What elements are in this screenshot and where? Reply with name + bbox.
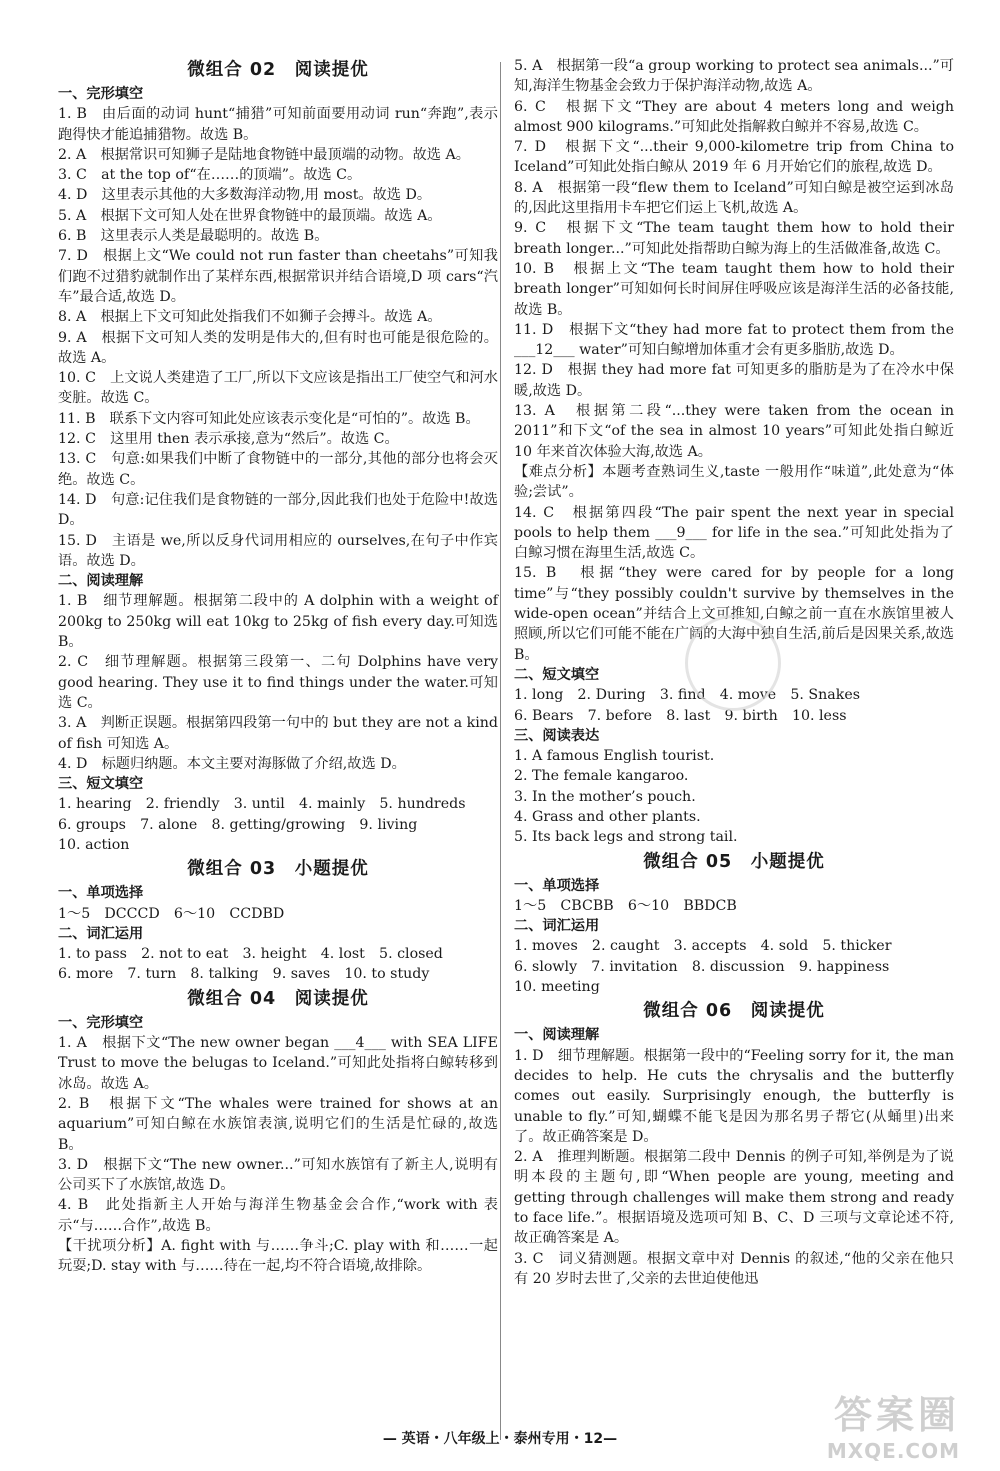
answer-item: 15. D 主语是 we,所以反身代词用相应的 ourselves,在句子中作宾语。故选 D。	[58, 532, 498, 569]
answer-row: 1. moves 2. caught 3. accepts 4. sold 5. thicker	[514, 938, 892, 955]
answer-row: 6. more 7. turn 8. talking 9. saves 10. to study	[58, 966, 430, 983]
answer-item: 12. D 根据 they had more fat 可知更多的脂肪是为了在冷水中保暖,故选 D。	[514, 362, 954, 399]
answer-item: 7. D 根据上文“We could not run faster than cheetahs”可知我们跑不过猎豹就制作出了某样东西,根据常识并结合语境,D 项 cars“汽车”最合适,故选 D。	[58, 248, 498, 305]
answer-row: 1～5 DCCCD 6～10 CCDBD	[58, 905, 285, 922]
answer-item: 4. D 这里表示其他的大多数海洋动物,用 most。故选 D。	[58, 187, 432, 204]
answer-item: 2. B 根据下文“The whales were trained for shows at an aquarium”可知白鲸在水族馆表演,说明它们的生活是忙碌的,故选 B。	[58, 1095, 498, 1153]
answer-item: 6. C 根据下文“They are about 4 meters long and weigh almost 900 kilograms.”可知此处指解救白鲸并不容易,故选 C。	[514, 98, 954, 135]
answer-item: 10. B 根据上文“The team taught them how to hold their breath longer”可知如何长时间屏住呼吸应该是海洋生活的必备技能,故选 B。	[514, 260, 954, 318]
answer-item: 【干扰项分析】A. fight with 与……争斗;C. play with 和……一起玩耍;D. stay with 与……待在一起,均不符合语境,故排除。	[58, 1238, 498, 1275]
subsection-heading: 一、单项选择	[58, 885, 144, 902]
subsection-heading: 二、阅读理解	[58, 573, 144, 590]
answer-item: 13. C 句意:如果我们中断了食物链中的一部分,其他的部分也将会灭绝。故选 C。	[58, 451, 498, 488]
answer-item: 6. B 这里表示人类是最聪明的。故选 B。	[58, 228, 329, 245]
faded-stamp-seal	[685, 615, 781, 711]
page-footer: — 英语・八年级上・泰州专用・12—	[382, 1431, 618, 1447]
section-title: 微组合 02 阅读提优	[187, 60, 369, 80]
answer-row: 5. Its back legs and strong tail.	[514, 829, 738, 846]
answer-row: 10. meeting	[514, 979, 600, 996]
answer-item: 15. B 根据“they were cared for by people for a long time”与“they possibly couldn't survive by themselves in the wide-open ocean”并结合上文可推知,白鲸之前一直在水族馆里被人照顾,所以它们可能不能在广阔的大海中独自生活,前后是因果关系,故选 B。	[514, 565, 954, 663]
section-title: 微组合 06 阅读提优	[643, 1001, 825, 1022]
column-divider	[500, 62, 501, 1440]
answer-item: 14. D 句意:记住我们是食物链的一部分,因此我们也处于危险中!故选 D。	[58, 491, 498, 529]
answer-item: 11. D 根据下文“they had more fat to protect them from the ___12___ water”可知白鲸增加体重才会有更多脂肪,故选 D。	[514, 321, 954, 359]
answer-item: 3. D 根据下文“The new owner...”可知水族馆有了新主人,说明有公司买下了水族馆,故选 D。	[58, 1156, 498, 1194]
answer-row: 10. action	[58, 836, 130, 853]
subsection-heading: 一、完形填空	[58, 1014, 144, 1031]
answer-row: 4. Grass and other plants.	[514, 808, 701, 825]
subsection-heading: 一、单项选择	[514, 877, 600, 894]
answer-row: 3. In the mother’s pouch.	[514, 788, 696, 805]
answer-item: 9. C 根据下文“The team taught them how to hold their breath longer...”可知此处指帮助白鲸为海上的生活做准备,故选 C。	[514, 220, 954, 257]
answer-row: 6. groups 7. alone 8. getting/growing 9. living	[58, 816, 418, 833]
answer-item: 1. B 细节理解题。根据第二段中的 A dolphin with a weight of 200kg to 250kg will eat 10kg to 25kg of fish every day.可知选 B。	[58, 593, 498, 651]
answer-item: 2. C 细节理解题。根据第三段第一、二句 Dolphins have very good hearing. They use it to find things under the water.可知选 C。	[58, 654, 498, 711]
answer-row: 6. slowly 7. invitation 8. discussion 9. happiness	[514, 958, 890, 975]
answer-item: 3. C at the top of“在……的顶端”。故选 C。	[58, 167, 362, 184]
answer-row: 1. to pass 2. not to eat 3. height 4. lost 5. closed	[58, 946, 443, 963]
answer-item: 3. C 词义猜测题。根据文章中对 Dennis 的叙述,“他的父亲在他只有 20 岁时去世了,父亲的去世迫使他迅	[514, 1250, 954, 1287]
answer-item: 12. C 这里用 then 表示承接,意为“然后”。故选 C。	[58, 431, 399, 448]
answer-item: 2. A 根据常识可知狮子是陆地食物链中最顶端的动物。故选 A。	[58, 146, 470, 163]
answer-item: 10. C 上文说人类建造了工厂,所以下文应该是指出工厂使空气和河水变脏。故选 C。	[58, 370, 498, 407]
answer-item: 3. A 判断正误题。根据第四段第一句中的 but they are not a kind of fish 可知选 A。	[58, 715, 498, 752]
answer-item: 5. A 根据第一段“a group working to protect sea animals...”可知,海洋生物基金会致力于保护海洋动物,故选 A。	[514, 58, 954, 95]
answer-item: 8. A 根据第一段“flew them to Iceland”可知白鲸是被空运到冰岛的,因此这里指用卡车把它们运上飞机,故选 A。	[514, 179, 954, 217]
section-title: 微组合 04 阅读提优	[187, 988, 369, 1009]
answer-item: 1. A 根据下文“The new owner began ___4___ with SEA LIFE Trust to move the belugas to Iceland.”可知此处指将白鲸转移到冰岛。故选 A。	[58, 1035, 498, 1092]
section-title: 微组合 03 小题提优	[187, 859, 369, 880]
answer-row: 1. long 2. During 3. find 4. move 5. Snakes	[514, 687, 861, 704]
answer-item: 1. D 细节理解题。根据第一段中的“Feeling sorry for it, the man decides to help. He cuts the chrysalis and the butterfly comes out easily. Surprisingly enough, the butterfly is unable to fly.”可知,蝴蝶不能飞是因为那名男子帮它(从蛹里)出来了。故正确答案是 D。	[514, 1047, 954, 1145]
answer-item: 14. C 根据第四段“The pair spent the next year in special pools to help them ___9___ for life in the sea.”可知此处指为了白鲸习惯在海里生活,故选 C。	[514, 504, 954, 562]
left-column	[58, 56, 498, 1277]
answer-row: 1～5 CBCBB 6～10 BBDCB	[514, 897, 737, 914]
subsection-heading: 二、短文填空	[514, 666, 600, 683]
answer-row: 1. hearing 2. friendly 3. until 4. mainly 5. hundreds	[58, 796, 466, 813]
answer-item: 7. D 根据下文“...their 9,000-kilometre trip from China to Iceland”可知此处指白鲸从 2019 年 6 月开始它们的旅程,故选 D。	[514, 139, 954, 176]
answer-item: 13. A 根据第二段“...they were taken from the ocean in 2011”和下文“of the sea in almost 10 years”可知此处指白鲸近 10 年来首次体验大海,故选 A。	[514, 403, 954, 460]
subsection-heading: 三、短文填空	[58, 776, 144, 793]
watermark-en: MXQE.COM	[826, 1439, 960, 1463]
subsection-heading: 三、阅读表达	[514, 727, 600, 744]
answer-row: 2. The female kangaroo.	[514, 768, 689, 785]
answer-item: 【难点分析】本题考查熟词生义,taste 一般用作“味道”,此处意为“体验;尝试”。	[514, 463, 954, 501]
answer-item: 4. B 此处指新主人开始与海洋生物基金会合作,“work with 表示“与……合作”,故选 B。	[58, 1197, 498, 1234]
subsection-heading: 一、阅读理解	[514, 1027, 600, 1044]
subsection-heading: 二、词汇运用	[58, 925, 144, 942]
answer-item: 2. A 推理判断题。根据第二段中 Dennis 的例子可知,举例是为了说明本段的主题句,即“When people are young, meeting and getting through challenges will make them strong and ready to face life.”。根据语境及选项可知 B、C、D 三项与文章论述不符,故正确答案是 A。	[514, 1149, 954, 1247]
answer-item: 5. A 根据下文可知人处在世界食物链中的最顶端。故选 A。	[58, 207, 442, 224]
section-title: 微组合 05 小题提优	[643, 851, 825, 872]
subsection-heading: 一、完形填空	[58, 86, 144, 102]
answer-row: 1. A famous English tourist.	[514, 748, 715, 765]
answer-item: 4. D 标题归纳题。本文主要对海豚做了介绍,故选 D。	[58, 755, 406, 772]
watermark-cn: 答案圈	[833, 1393, 960, 1437]
watermark	[827, 1384, 960, 1463]
subsection-heading: 二、词汇运用	[514, 918, 600, 935]
answer-item: 9. A 根据下文可知人类的发明是伟大的,但有时也可能是很危险的。故选 A。	[58, 329, 498, 366]
answer-row: 6. Bears 7. before 8. last 9. birth 10. less	[514, 707, 847, 724]
answer-item: 1. B 由后面的动词 hunt“捕猎”可知前面要用动词 run“奔跑”,表示跑得快才能追捕猎物。故选 B。	[58, 106, 498, 143]
answer-item: 8. A 根据上下文可知此处指我们不如狮子会搏斗。故选 A。	[58, 309, 442, 326]
answer-item: 11. B 联系下文内容可知此处应该表示变化是“可怕的”。故选 B。	[58, 410, 480, 427]
